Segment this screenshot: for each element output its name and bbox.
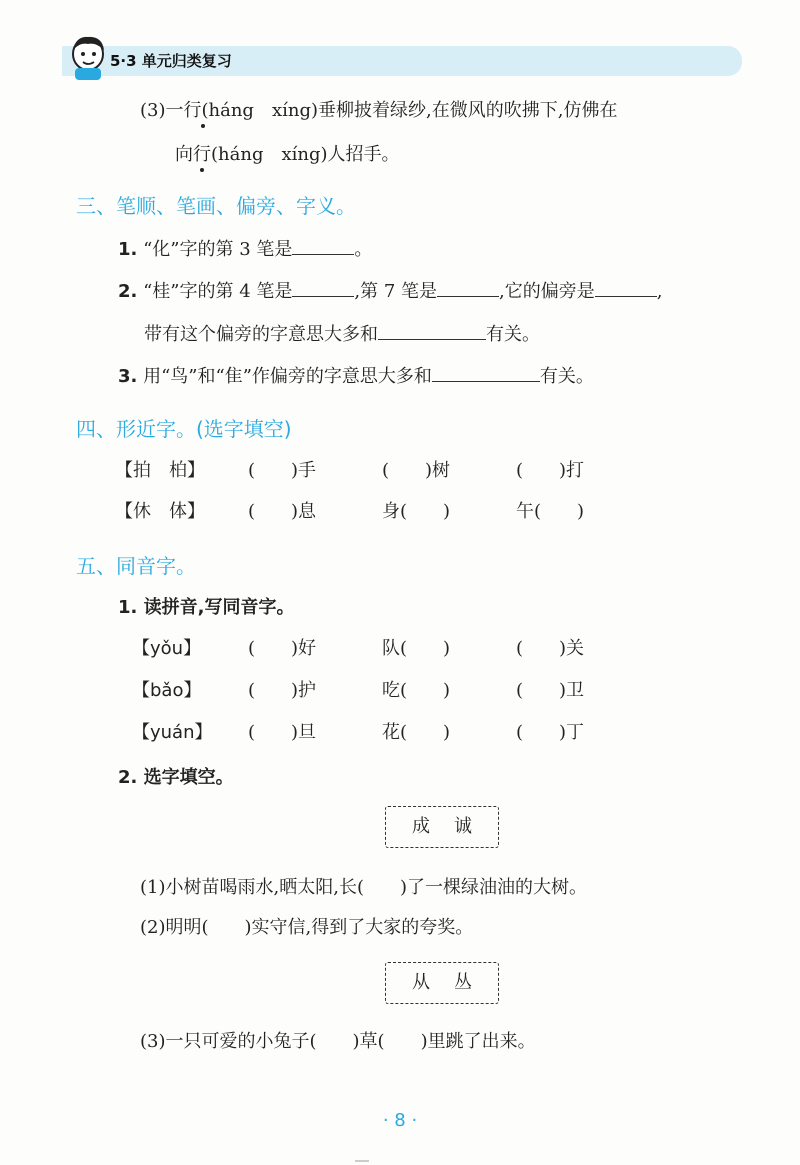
fill-item[interactable]: 吃( ) [382, 680, 451, 701]
question-3-2 [118, 277, 663, 303]
emphasis-dot [201, 124, 205, 128]
question-3-1 [118, 235, 372, 261]
sentence-2: (2)明明( )实守信,得到了大家的夸奖。 [140, 917, 474, 938]
word-choice-box [385, 806, 499, 848]
fill-item[interactable]: ( )关 [516, 638, 585, 659]
page-number: · 8 · [382, 1110, 418, 1131]
fill-item[interactable]: 队( ) [382, 638, 451, 659]
fill-item[interactable]: ( )息 [248, 501, 317, 522]
sentence-1: (1)小树苗喝雨水,晒太阳,长( )了一棵绿油油的大树。 [140, 877, 587, 898]
question-text: 用“鸟”和“隹”作偏旁的字意思大多和 [143, 366, 432, 387]
question-number: 3. [118, 366, 138, 387]
question-3-3 [118, 362, 594, 388]
question-text: 。 [354, 239, 373, 260]
section-5-title: 五、同音字。 [76, 554, 196, 578]
fill-item[interactable]: ( )手 [248, 460, 317, 481]
header-title: 5·3 单元归类复习 [110, 52, 232, 70]
fill-item[interactable]: ( )好 [248, 638, 317, 659]
question-text: “桂”字的第 4 笔是 [143, 281, 293, 302]
subsection-2-title: 2. 选字填空。 [118, 767, 234, 788]
answer-blank[interactable] [437, 278, 499, 297]
question-text: ,第 7 笔是 [354, 281, 438, 302]
question-text: 有关。 [539, 366, 594, 387]
pinyin-label: 【yǒu】 [132, 638, 202, 659]
fill-item[interactable]: ( )卫 [516, 680, 585, 701]
divider [355, 1160, 369, 1162]
question-text: 有关。 [486, 324, 540, 345]
choice-word: 丛 [454, 972, 472, 993]
question-text: 带有这个偏旁的字意思大多和 [144, 324, 378, 345]
fill-item[interactable]: ( )护 [248, 680, 317, 701]
intro-line-1: (3)一行(háng xíng)垂柳披着绿纱,在微风的吹拂下,仿佛在 [140, 100, 618, 121]
answer-blank[interactable] [292, 236, 354, 255]
section-4-title: 四、形近字。(选字填空) [76, 417, 292, 441]
choice-word: 诚 [454, 816, 472, 837]
fill-item[interactable]: ( )树 [382, 460, 451, 481]
choice-word: 成 [412, 816, 430, 837]
question-3-2-cont [144, 320, 540, 346]
question-number: 1. [118, 239, 138, 260]
answer-blank[interactable] [432, 363, 540, 382]
fill-item[interactable]: 午( ) [516, 501, 585, 522]
fill-item[interactable]: ( )打 [516, 460, 585, 481]
row-label: 【休 体】 [115, 501, 205, 522]
answer-blank[interactable] [378, 321, 486, 340]
question-number: 2. [118, 281, 138, 302]
question-text: ,它的偏旁是 [499, 281, 595, 302]
subsection-1-title: 1. 读拼音,写同音字。 [118, 597, 295, 618]
pinyin-label: 【bǎo】 [132, 680, 202, 701]
emphasis-dot [200, 168, 204, 172]
row-label: 【拍 柏】 [115, 460, 205, 481]
answer-blank[interactable] [595, 278, 657, 297]
question-text: , [656, 281, 663, 302]
intro-line-2: 向行(háng xíng)人招手。 [175, 144, 400, 165]
fill-item[interactable]: ( )丁 [516, 722, 585, 743]
mascot-icon [66, 32, 110, 82]
pinyin-label: 【yuán】 [132, 722, 213, 743]
fill-item[interactable]: 花( ) [382, 722, 451, 743]
word-choice-box [385, 962, 499, 1004]
section-3-title: 三、笔顺、笔画、偏旁、字义。 [76, 194, 356, 218]
fill-item[interactable]: 身( ) [382, 501, 451, 522]
answer-blank[interactable] [292, 278, 354, 297]
sentence-3: (3)一只可爱的小兔子( )草( )里跳了出来。 [140, 1031, 536, 1052]
choice-word: 从 [412, 972, 430, 993]
question-text: “化”字的第 3 笔是 [143, 239, 293, 260]
fill-item[interactable]: ( )旦 [248, 722, 317, 743]
